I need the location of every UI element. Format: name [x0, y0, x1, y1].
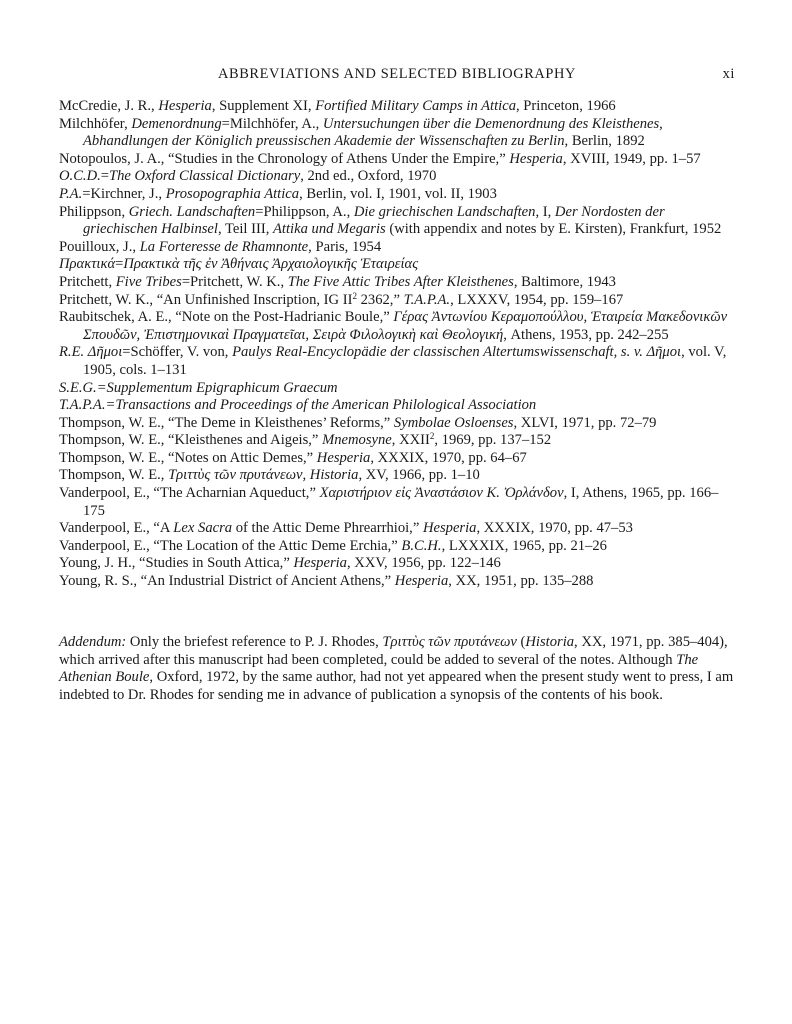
text-run: =Schöffer, V. von, [122, 344, 233, 361]
text-run: , 1969, pp. 137–152 [434, 432, 552, 449]
bibliography-entry [59, 397, 735, 415]
italic-text: Hesperia [316, 449, 371, 466]
bibliography-entry [59, 467, 735, 485]
text-run: , vol. V, 1905, cols. 1–131 [83, 344, 727, 378]
italic-text: Γέρας Ἀντωνίου Κεραμοπούλλου, Ἑταιρεία Μακεδονικῶν Σπουδῶν, Ἐπιστημονικαὶ Πραγματεῖαι, Σειρὰ Φιλολογικὴ καὶ Θεολογική [83, 309, 728, 343]
text-run: Young, J. H., “Studies in South Attica,” [59, 555, 294, 572]
page-number: xi [722, 66, 735, 82]
text-run: ( [516, 634, 526, 650]
text-run: =Milchhöfer, A., [221, 115, 323, 132]
text-run: , Supplement XI, [211, 98, 316, 114]
text-run: = [115, 256, 124, 273]
bibliography-entry [59, 239, 735, 257]
italic-text: Attika und Megaris [273, 221, 386, 238]
bibliography-entry [59, 168, 735, 186]
text-run: Vanderpool, E., “The Acharnian Aqueduct,” [59, 485, 320, 502]
bibliography-entry [59, 309, 735, 344]
text-run: Vanderpool, E., “A [59, 520, 174, 537]
bibliography-entry [59, 555, 735, 573]
text-run: =Kirchner, J., [82, 185, 166, 202]
text-run: 2362,” [356, 291, 404, 308]
italic-text: Untersuchungen über die Demenordnung des Kleisthenes, Abhandlungen der Königlich preussischen Akademie der Wissenschaften zu Berlin [83, 115, 663, 150]
italic-text: Lex Sacra [173, 520, 233, 537]
italic-text: Mnemosyne [322, 432, 392, 449]
bibliography-entry [59, 432, 735, 450]
italic-text: The Athenian Boule [59, 651, 699, 686]
italic-text: Prosopographia Attica [165, 185, 300, 202]
bibliography-entry [59, 98, 735, 116]
italic-text: R.E. Δῆμοι [59, 344, 123, 361]
italic-text: Der Nordosten der griechischen Halbinsel [83, 203, 665, 238]
bibliography-entry [59, 415, 735, 433]
italic-text: Πρακτικά [59, 256, 116, 273]
bibliography-entry [59, 151, 735, 169]
text-run: , XVIII, 1949, pp. 1–57 [562, 150, 701, 167]
italic-text: La Forteresse de Rhamnonte [139, 238, 309, 255]
text-run: , Baltimore, 1943 [513, 273, 616, 290]
bibliography-entry [59, 274, 735, 292]
text-run: , Berlin, vol. I, 1901, vol. II, 1903 [299, 185, 497, 202]
text-run: , XLVI, 1971, pp. 72–79 [513, 414, 657, 431]
text-run: Young, R. S., “An Industrial District of Ancient Athens,” [59, 573, 395, 590]
text-run: , LXXXIX, 1965, pp. 21–26 [441, 537, 607, 554]
text-run: (with appendix and notes by E. Kirsten), Frankfurt, 1952 [385, 221, 722, 238]
text-run: Philippson, [59, 203, 129, 220]
superscript: 2 [352, 290, 357, 301]
text-run: Raubitschek, A. E., “Note on the Post-Hadrianic Boule,” [59, 309, 394, 326]
bibliography-list [59, 98, 735, 591]
bibliography-entry [59, 292, 735, 310]
text-run: =Pritchett, W. K., [181, 273, 288, 290]
text-run: , 2nd ed., Oxford, 1970 [300, 168, 437, 185]
bibliography-entry [59, 344, 735, 379]
text-run: McCredie, J. R., [59, 98, 159, 114]
italic-text: Hesperia [509, 150, 563, 167]
italic-text: P.A. [59, 185, 83, 202]
text-run: Thompson, W. E., “The Deme in Kleisthenes’ Reforms,” [59, 414, 394, 431]
text-run: , Athens, 1953, pp. 242–255 [503, 326, 669, 343]
text-run: , Berlin, 1892 [564, 133, 645, 150]
text-run: , XXXIX, 1970, pp. 64–67 [370, 449, 527, 466]
addendum-paragraph [59, 634, 735, 704]
text-run: , XV, 1966, pp. 1–10 [358, 467, 480, 484]
text-run: Milchhöfer, [59, 115, 132, 132]
italic-text: T.A.P.A. [403, 291, 451, 308]
text-run: , I, Athens, 1965, pp. 166–175 [83, 485, 719, 519]
text-run: Vanderpool, E., “The Location of the Attic Deme Erchia,” [59, 537, 402, 554]
italic-text: Demenordnung [131, 115, 222, 132]
italic-text: Hesperia [293, 555, 347, 572]
page-title: ABBREVIATIONS AND SELECTED BIBLIOGRAPHY [218, 66, 576, 82]
italic-text: Five Tribes [115, 273, 182, 290]
bibliography-entry [59, 485, 735, 520]
text-run: Thompson, W. E., “Kleisthenes and Aigeis,” [59, 432, 323, 449]
superscript: 2 [429, 431, 435, 442]
italic-text: B.C.H. [401, 537, 442, 554]
italic-text: Χαριστήριον εἰς Ἀναστάσιον Κ. Ὀρλάνδον [319, 485, 564, 502]
italic-text: Paulys Real-Encyclopädie der classischen Altertumswissenschaft, s. v. Δῆμοι [232, 344, 682, 361]
italic-text: Τριττὺς τῶν πρυτάνεων [382, 634, 517, 650]
italic-text: Πρακτικὰ τῆς ἐν Ἀθήναις Ἀρχαιολογικῆς Ἑταιρείας [123, 256, 419, 273]
bibliography-entry [59, 573, 735, 591]
italic-text: Fortified Military Camps in Attica [315, 98, 516, 114]
text-run: Thompson, W. E., “Notes on Attic Demes,” [59, 449, 317, 466]
bibliography-entry [59, 256, 735, 274]
text-run: Notopoulos, J. A., “Studies in the Chronology of Athens Under the Empire,” [59, 150, 510, 167]
text-run: , XXV, 1956, pp. 122–146 [346, 555, 501, 572]
text-run: of the Attic Deme Phrearrhioi,” [232, 520, 423, 537]
running-head [59, 66, 735, 86]
italic-text: Die griechischen Landschaften [353, 203, 536, 220]
text-run: , XX, 1971, pp. 385–404), which arrived after this manuscript had been completed, could be added to several of the notes. Although [59, 634, 728, 668]
italic-text: Hesperia [394, 573, 449, 590]
text-run: Pouilloux, J., [59, 238, 140, 255]
italic-text: Symbolae Osloenses [393, 414, 514, 431]
italic-text: S.E.G.=Supplementum Epigraphicum Graecum [59, 379, 338, 396]
bibliography-entry [59, 116, 735, 151]
italic-text: Τριττὺς τῶν πρυτάνεων, Historia [168, 467, 359, 484]
italic-text: Historia [525, 634, 575, 650]
text-run: Pritchett, W. K., “An Unfinished Inscription, IG II [59, 291, 353, 308]
text-run: Only the briefest reference to P. J. Rhodes, [126, 634, 383, 650]
bibliography-entry [59, 380, 735, 398]
italic-text: Hesperia [422, 520, 477, 537]
bibliography-entry [59, 204, 735, 239]
italic-text: O.C.D. [59, 168, 101, 185]
italic-text: The Five Attic Tribes After Kleisthenes [287, 273, 514, 290]
text-run: , Oxford, 1972, by the same author, had not yet appeared when the present study went to press, I am indebted to Dr. Rhodes for sending me in advance of publication a synopsis of the contents of his book. [59, 669, 734, 703]
italic-text: Hesperia [158, 98, 212, 114]
italic-text: Addendum: [59, 634, 127, 650]
italic-text: The Oxford Classical Dictionary [109, 168, 301, 185]
text-run: , Princeton, 1966 [516, 98, 616, 114]
text-run: Thompson, W. E., [59, 467, 169, 484]
text-run: , XXXIX, 1970, pp. 47–53 [476, 520, 633, 537]
italic-text: Griech. Landschaften [128, 203, 256, 220]
text-run: , XXII [391, 432, 430, 449]
text-run: , XX, 1951, pp. 135–288 [448, 573, 594, 590]
text-run: , Teil III, [217, 221, 274, 238]
bibliography-entry [59, 520, 735, 538]
text-run: , I, [535, 203, 555, 220]
text-run: = [100, 168, 109, 185]
italic-text: T.A.P.A.=Transactions and Proceedings of the American Philological Association [59, 397, 537, 414]
text-run: Pritchett, [59, 273, 116, 290]
bibliography-entry [59, 186, 735, 204]
text-run: , LXXXV, 1954, pp. 159–167 [450, 291, 624, 308]
bibliography-entry [59, 538, 735, 556]
text-run: =Philippson, A., [255, 203, 354, 220]
bibliography-entry [59, 450, 735, 468]
text-run: , Paris, 1954 [308, 238, 382, 255]
